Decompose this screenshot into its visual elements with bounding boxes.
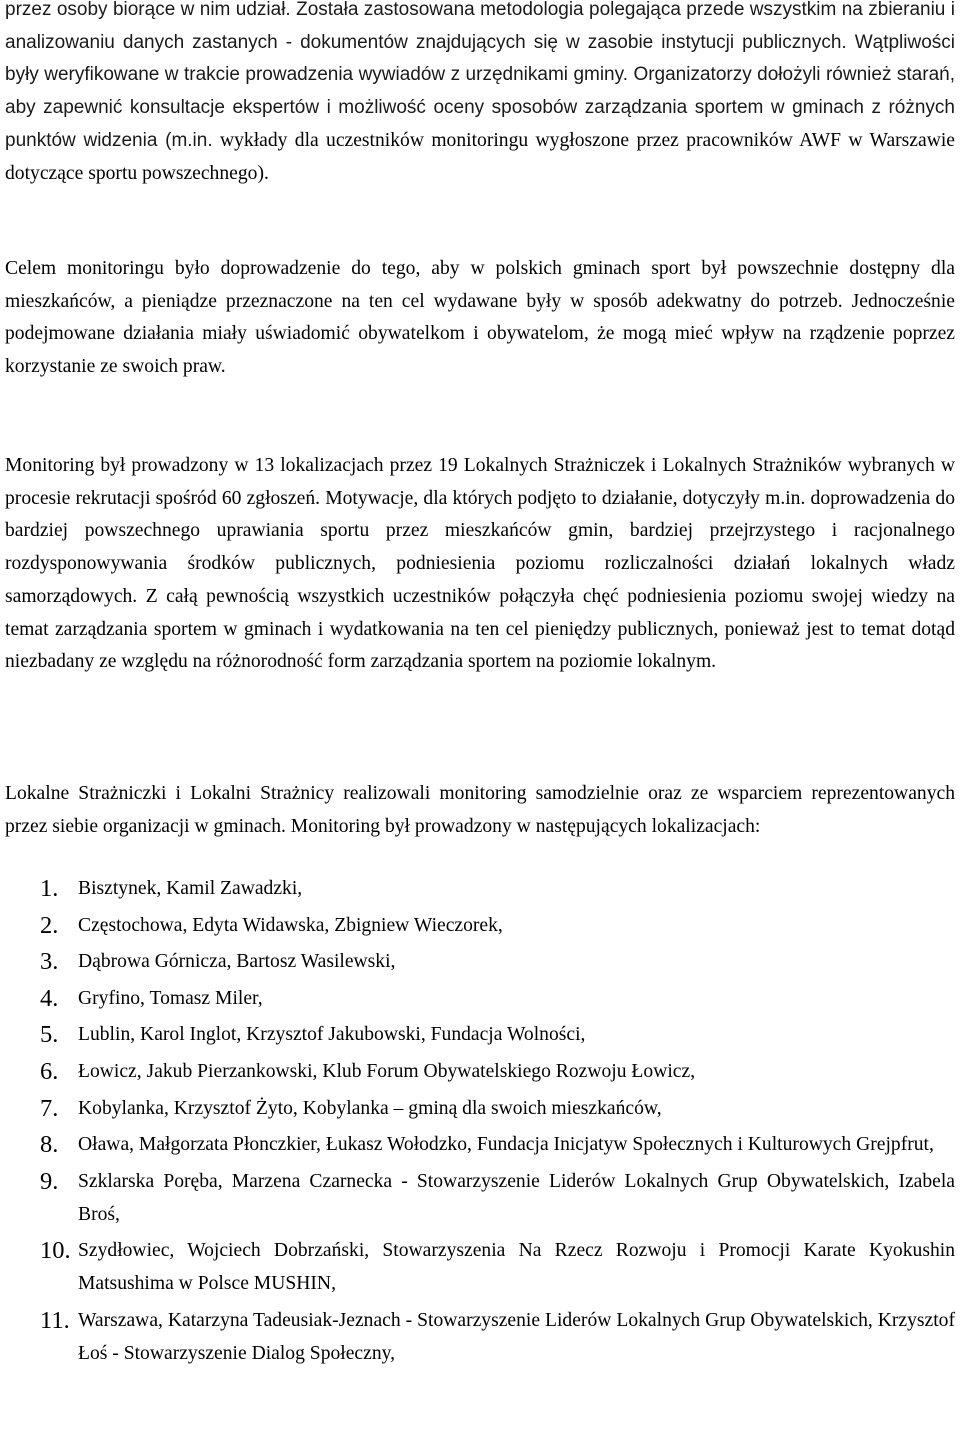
list-item <box>5 945 955 978</box>
list-item-number: 3. <box>40 948 59 976</box>
list-item <box>5 909 955 942</box>
list-item <box>5 872 955 905</box>
paragraph-guardians: Lokalne Strażniczki i Lokalni Strażnicy realizowali monitoring samodzielnie oraz ze wsparciem reprezentowanych przez siebie organizacji w gminach. Monitoring był prowadzony w następujących lokalizacjach: <box>5 783 955 837</box>
list-item-number: 4. <box>40 984 59 1012</box>
list-item <box>5 1018 955 1051</box>
list-item-number: 9. <box>40 1167 59 1195</box>
list-item-number: 6. <box>40 1057 59 1085</box>
list-item <box>5 1165 955 1231</box>
list-item-number: 11. <box>40 1306 70 1334</box>
paragraph-methodology-sans-text: przez osoby biorące w nim udział. Została zastosowana metodologia polegająca przede wszystkim na zbieraniu i analizowaniu danych zastanych - dokumentów znajdujących się w zasobie instytucji publicznych. Wątpliwości były weryfikowane w trakcie prowadzenia wywiadów z urzędnikami gminy. Organizatorzy dołożyli również starań, aby zapewnić konsultacje ekspertów i możliwość oceny sposobów zarządzania sportem w gminach z różnych punktów widzenia (m.in. <box>5 0 955 151</box>
locations-list <box>5 872 955 1374</box>
list-item <box>5 1128 955 1161</box>
list-item-text: Szklarska Poręba, Marzena Czarnecka - Stowarzyszenie Liderów Lokalnych Grup Obywatelskich, Izabela Broś, <box>78 1170 955 1225</box>
list-item-number: 8. <box>40 1131 59 1159</box>
list-item-text: Częstochowa, Edyta Widawska, Zbigniew Wieczorek, <box>78 914 503 936</box>
list-item <box>5 1055 955 1088</box>
list-item-number: 10. <box>40 1237 71 1265</box>
paragraph-goal: Celem monitoringu było doprowadzenie do tego, aby w polskich gminach sport był powszechnie dostępny dla mieszkańców, a pieniądze przeznaczone na ten cel wydawane były w sposób adekwatny do potrzeb. Jednocześnie podejmowane działania miały uświadomić obywatelkom i obywatelom, że mogą mieć wpływ na rządzenie poprzez korzystanie ze swoich praw. <box>5 258 955 378</box>
list-item-text: Szydłowiec, Wojciech Dobrzański, Stowarzyszenia Na Rzecz Rozwoju i Promocji Karate Kyokushin Matsushima w Polsce MUSHIN, <box>78 1240 955 1295</box>
list-item-number: 2. <box>40 911 59 939</box>
list-item-text: Warszawa, Katarzyna Tadeusiak-Jeznach - Stowarzyszenie Liderów Lokalnych Grup Obywatelskich, Krzysztof Łoś - Stowarzyszenie Dialog Społeczny, <box>78 1309 955 1364</box>
list-item-number: 7. <box>40 1094 59 1122</box>
list-item-text: Kobylanka, Krzysztof Żyto, Kobylanka – gminą dla swoich mieszkańców, <box>78 1097 662 1119</box>
list-item-text: Bisztynek, Kamil Zawadzki, <box>78 878 303 899</box>
list-item <box>5 1304 955 1370</box>
list-item-text: Łowicz, Jakub Pierzankowski, Klub Forum Obywatelskiego Rozwoju Łowicz, <box>78 1060 696 1082</box>
list-item-number: 5. <box>40 1021 59 1049</box>
paragraph-locations-count: Monitoring był prowadzony w 13 lokalizacjach przez 19 Lokalnych Strażniczek i Lokalnych Strażników wybranych w procesie rekrutacji spośród 60 zgłoszeń. Motywacje, dla których podjęto to działanie, dotyczyły m.in. doprowadzenia do bardziej powszechnego uprawiania sportu przez mieszkańców gmin, bardziej przejrzystego i racjonalnego rozdysponowywania środków publicznych, podniesienia poziomu rozliczalności działań lokalnych władz samorządowych. Z całą pewnością wszystkich uczestników połączyła chęć podniesienia poziomu swojej wiedzy na temat zarządzania sportem w gminach i wydatkowania na ten cel pieniędzy publicznych, ponieważ jest to temat dotąd niezbadany ze względu na różnorodność form zarządzania sportem na poziomie lokalnym. <box>5 455 955 673</box>
paragraph-methodology-serif-text: wykłady dla uczestników monitoringu wygłoszone przez pracowników AWF w Warszawie dotyczące sportu powszechnego). <box>5 129 955 184</box>
list-item <box>5 1234 955 1300</box>
list-item-text: Gryfino, Tomasz Miler, <box>78 987 263 1009</box>
list-item-number: 1. <box>40 875 59 902</box>
list-item-text: Oława, Małgorzata Płonczkier, Łukasz Wołodzko, Fundacja Inicjatyw Społecznych i Kulturowych Grejpfrut, <box>78 1134 934 1156</box>
list-item-text: Dąbrowa Górnicza, Bartosz Wasilewski, <box>78 951 396 973</box>
list-item <box>5 1092 955 1125</box>
list-item <box>5 982 955 1015</box>
paragraph-methodology <box>5 0 955 190</box>
list-item-text: Lublin, Karol Inglot, Krzysztof Jakubowski, Fundacja Wolności, <box>78 1024 586 1046</box>
